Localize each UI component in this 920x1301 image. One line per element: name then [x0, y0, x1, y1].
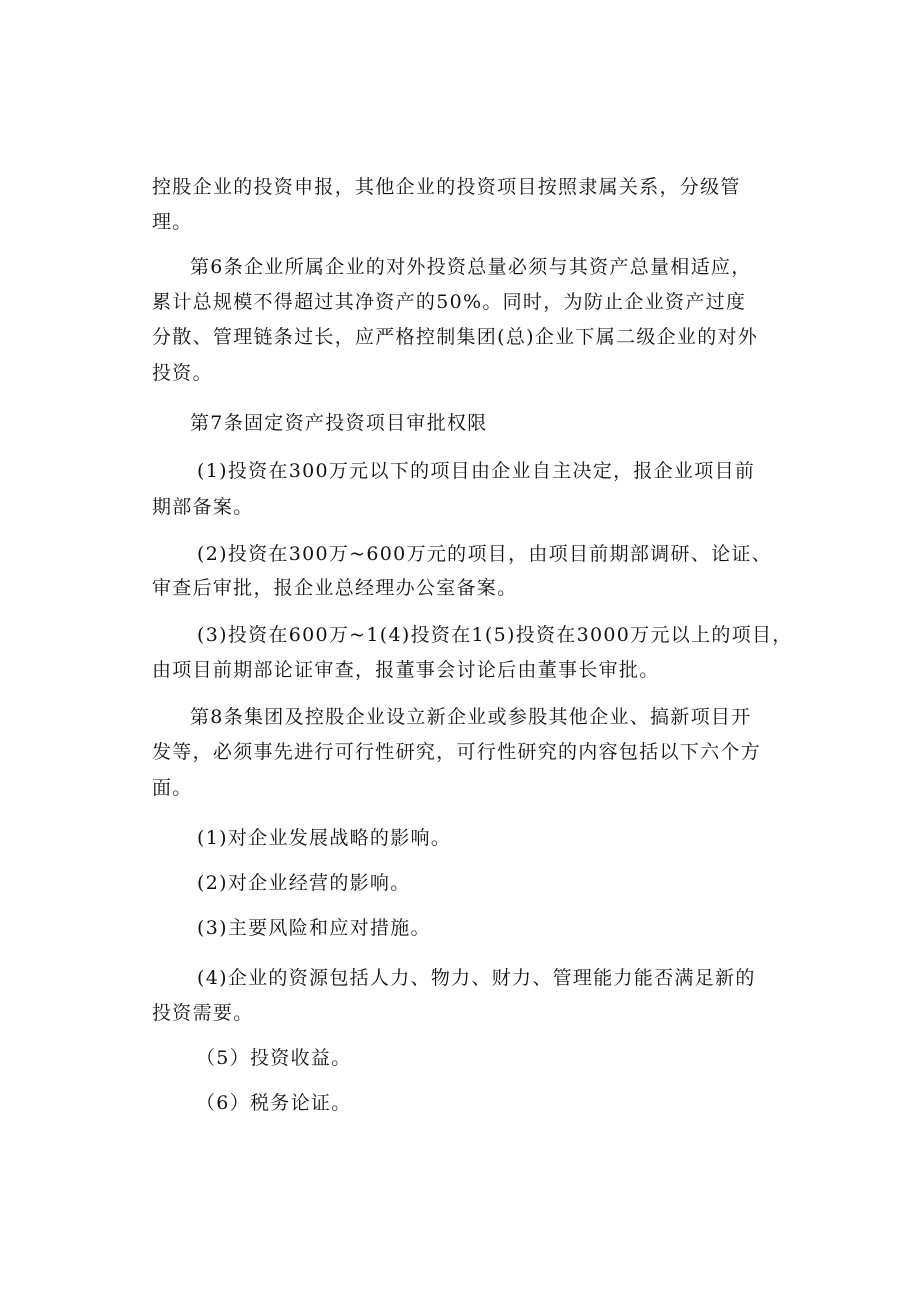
text-line: 累计总规模不得超过其净资产的50%。同时，为防止企业资产过度 [152, 291, 747, 313]
text-line: (4)企业的资源包括人力、物力、财力、管理能力能否满足新的 [197, 967, 756, 989]
text-line: 第7条固定资产投资项目审批权限 [190, 412, 488, 434]
text-line: 投资需要。 [152, 1002, 254, 1024]
text-line: (2)对企业经营的影响。 [197, 872, 411, 894]
text-line: 投资。 [152, 362, 213, 384]
text-line: (2)投资在300万~600万元的项目，由项目前期部调研、论证、 [197, 543, 772, 565]
text-line: （6）税务论证。 [196, 1092, 352, 1114]
text-line: 期部备案。 [152, 496, 254, 518]
text-line: (1)投资在300万元以下的项目由企业自主决定，报企业项目前 [197, 460, 756, 482]
text-line: (3)主要风险和应对措施。 [197, 917, 431, 939]
text-line: 面。 [152, 777, 193, 799]
text-line: (3)投资在600万~1(4)投资在1(5)投资在3000万元以上的项目， [197, 624, 793, 646]
text-line: 控股企业的投资申报，其他企业的投资项目按照隶属关系，分级管 [152, 176, 741, 198]
text-line: 第6条企业所属企业的对外投资总量必须与其资产总量相适应， [190, 256, 752, 278]
text-line: 理。 [152, 211, 193, 233]
text-line: （5）投资收益。 [196, 1047, 352, 1069]
text-line: (1)对企业发展战略的影响。 [197, 827, 452, 849]
text-line: 分散、管理链条过长，应严格控制集团(总)企业下属二级企业的对外 [152, 326, 759, 348]
text-line: 发等，必须事先进行可行性研究，可行性研究的内容包括以下六个方 [152, 741, 762, 763]
text-line: 由项目前期部论证审查，报董事会讨论后由董事长审批。 [152, 659, 660, 681]
text-line: 审查后审批，报企业总经理办公室备案。 [152, 577, 518, 599]
text-line: 第8条集团及控股企业设立新企业或参股其他企业、搞新项目开 [190, 706, 752, 728]
